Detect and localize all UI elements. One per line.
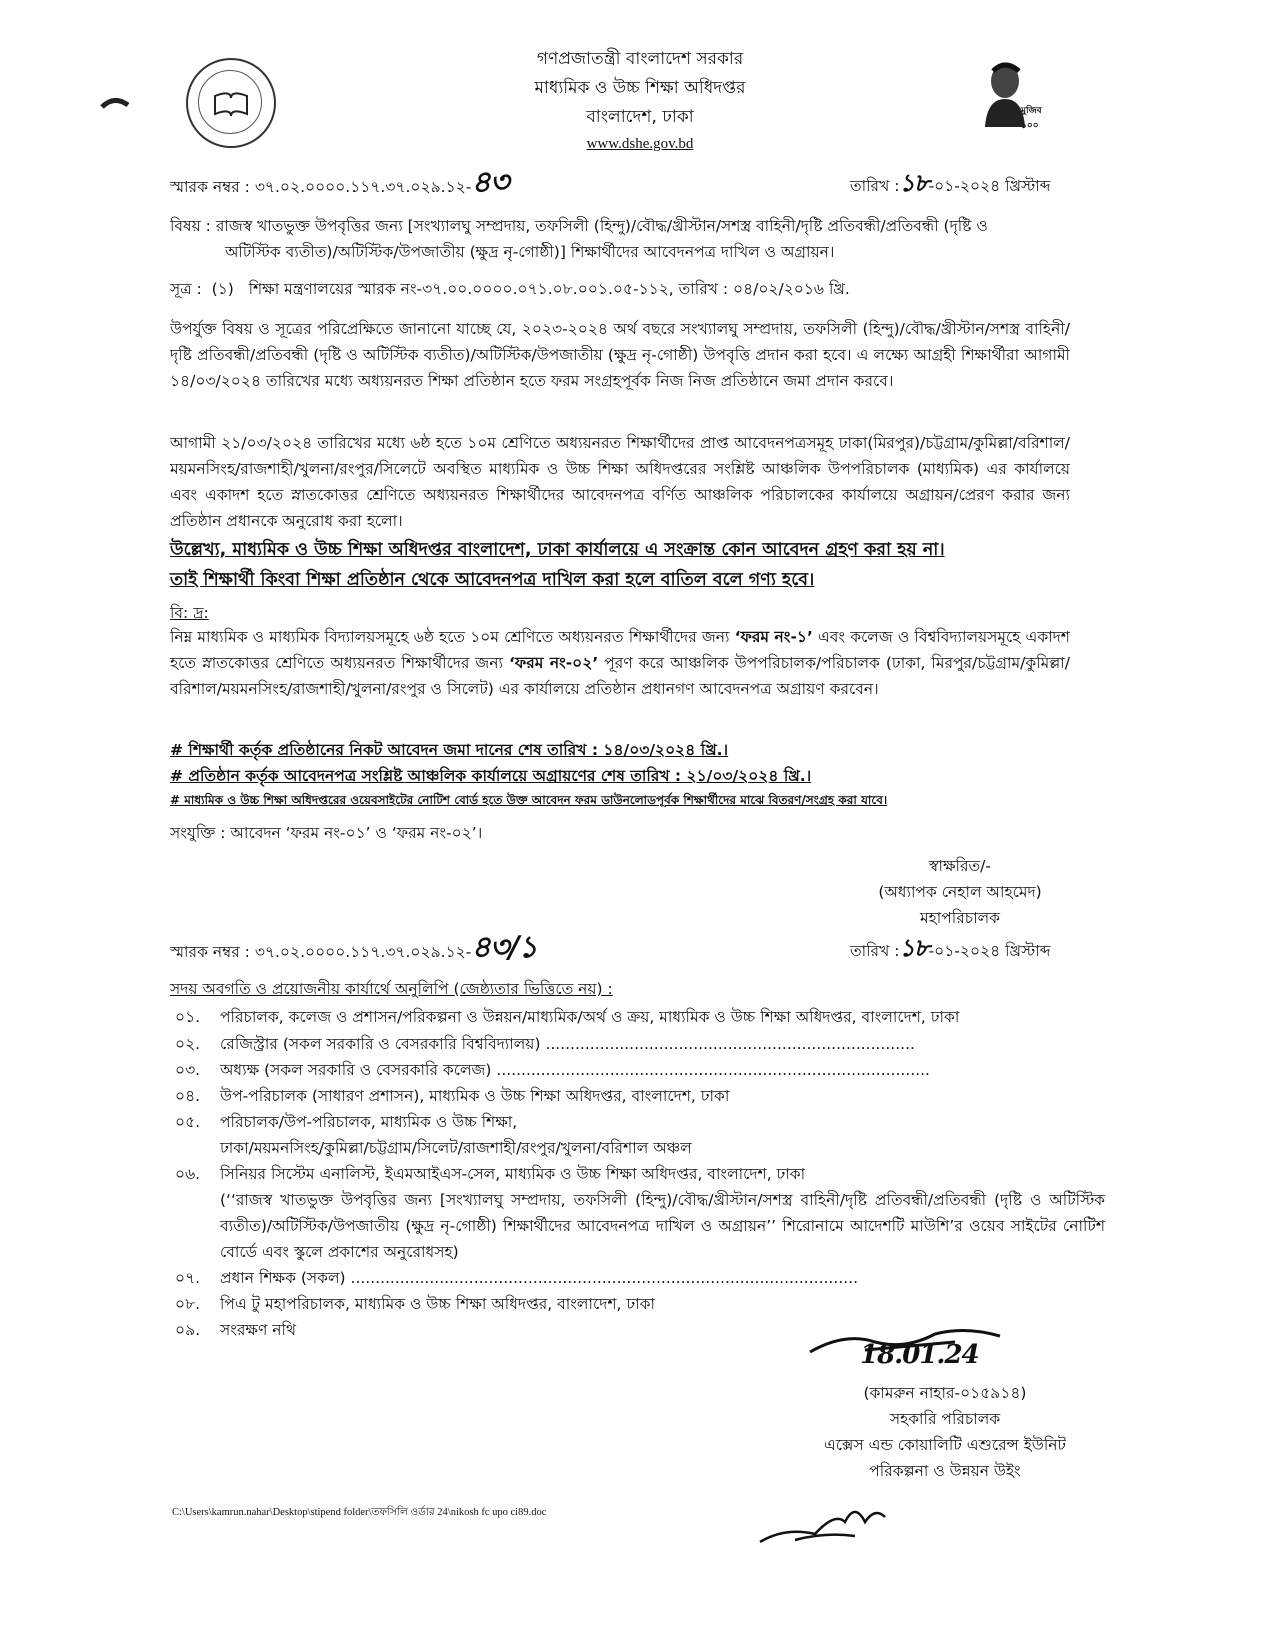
subject [170,213,1070,265]
memo-number [170,165,509,200]
memo-handwritten-number: ৪৩ [471,165,509,200]
list-item-number: ০৮. [175,1295,201,1313]
list-item-number: ০৫. [175,1113,201,1131]
list-item-number: ০৭. [175,1269,201,1287]
header-directorate: মাধ্যমিক ও উচ্চ শিক্ষা অধিদপ্তর [534,78,746,98]
header-website-link[interactable]: www.dshe.gov.bd [586,136,694,152]
reference-label: সূত্র : [170,280,202,298]
signed-text: স্বাক্ষরিত/- [929,857,991,875]
notice-line2: তাই শিক্ষার্থী কিংবা শিক্ষা প্রতিষ্ঠান থেকে আবেদনপত্র দাখিল করা হলে বাতিল বলে গণ্য হবে। [170,570,815,590]
nb-form2: ‘ফরম নং-০২’ [509,654,599,672]
reference-text: শিক্ষা মন্ত্রণালয়ের স্মারক নং-৩৭.০০.০০০০.০৭১.০৮.০০১.০৫-১১২, তারিখ : ০৪/০২/২০১৬ খ্রি. [248,280,850,298]
list-item-text: সংরক্ষণ নথি [220,1321,297,1339]
list-item-text: অধ্যক্ষ (সকল সরকারি ও বেসরকারি কলেজ) ........................................................................................ [220,1061,930,1079]
nb-paragraph [170,624,1070,702]
header-location: বাংলাদেশ, ঢাকা [586,107,694,127]
memo2-handwritten-number: ৪৩/১ [471,930,537,965]
list-item-number: ০৩. [175,1061,201,1079]
memo2-date-handwritten: ১৮ [899,933,929,962]
memo-date-rest: -০১-২০২৪ খ্রিস্টাব্দ [928,177,1051,195]
memo-number-label: স্মারক নম্বর : ৩৭.০২.০০০০.১১৭.৩৭.০২৯.১২- [170,178,472,196]
list-item-text: সিনিয়র সিস্টেম এনালিস্ট, ইএমআইএস-সেল, মাধ্যমিক ও উচ্চ শিক্ষা অধিদপ্তর, বাংলাদেশ, ঢাকা [220,1165,806,1183]
list-item-text: পরিচালক, কলেজ ও প্রশাসন/পরিকল্পনা ও উন্নয়ন/মাধ্যমিক/অর্থ ও ক্রয়, মাধ্যমিক ও উচ্চ শিক্ষা অধিদপ্তর, বাংলাদেশ, ঢাকা [220,1008,960,1026]
list-item [175,1291,1105,1317]
reference [170,276,1070,302]
paragraph-announcement: উপর্যুক্ত বিষয় ও সূত্রের পরিপ্রেক্ষিতে জানানো যাচ্ছে যে, ২০২৩-২০২৪ অর্থ বছরে সংখ্যালঘু সম্প্রদায়, তফসিলী (হিন্দু)/বৌদ্ধ/খ্রীস্টান/সশস্ত্র বাহিনী/দৃষ্টি প্রতিবন্ধী/প্রতিবন্ধী (দৃষ্টি ও অটিস্টিক ব্যতীত)/অটিস্টিক/উপজাতীয় (ক্ষুদ্র নৃ-গোষ্ঠী) উপবৃত্তি প্রদান করা হবে। এ লক্ষ্যে আগ্রহী শিক্ষার্থীরা আগামী ১৪/০৩/২০২৪ তারিখের মধ্যে অধ্যয়নরত শিক্ষা প্রতিষ্ঠান হতে ফরম সংগ্রহপূর্বক নিজ নিজ প্রতিষ্ঠানে জমা প্রদান করবে। [170,320,1070,390]
list-item [175,1031,1105,1057]
mujib-text: মুজিব ১০০ [1021,106,1042,131]
mujib-100-logo [975,55,1055,131]
reference-number: (১) [211,280,234,298]
list-item-text: পরিচালক/উপ-পরিচালক, মাধ্যমিক ও উচ্চ শিক্ষা, [220,1113,518,1131]
signature-block-ad [780,1380,1110,1484]
memo2-date-label: তারিখ : [850,942,900,960]
notice-line1: উল্লেখ্য, মাধ্যমিক ও উচ্চ শিক্ষা অধিদপ্তর বাংলাদেশ, ঢাকা কার্যালয়ে এ সংক্রান্ত কোন আবেদন গ্রহণ করা হয় না। [170,540,945,560]
subject-line2: অটিস্টিক ব্যতীত)/অটিস্টিক/উপজাতীয় (ক্ষুদ্র নৃ-গোষ্ঠী)] শিক্ষার্থীদের আবেদনপত্র দাখিল ও অগ্রায়ন। [225,243,835,261]
memo-date-label: তারিখ : [850,177,900,195]
ad-unit: এক্সেস এন্ড কোয়ালিটি এশুরেন্স ইউনিট [824,1436,1066,1454]
nb-form1: ‘ফরম নং-১’ [734,628,813,646]
dg-designation: মহাপরিচালক [920,909,1000,927]
ad-designation: সহকারি পরিচালক [889,1410,1001,1428]
file-path: C:\Users\kamrun.nahar\Desktop\stipend folder\তফসিলি ওর্ডার 24\nikosh fc upo ci89.doc [172,1507,547,1518]
ad-wing: পরিকল্পনা ও উন্নয়ন উইং [869,1462,1021,1480]
download-notice: # মাধ্যমিক ও উচ্চ শিক্ষা অধিদপ্তরের ওয়েবসাইটের নোটিশ বোর্ড হতে উক্ত আবেদন ফরম ডাউনলোডপূর্বক শিক্ষার্থীদের মাঝে বিতরণ/সংগ্রহ করা যাবে। [170,793,888,807]
list-item-number: ০৬. [175,1165,201,1183]
subject-line1: রাজস্ব খাতভুক্ত উপবৃত্তির জন্য [সংখ্যালঘু সম্প্রদায়, তফসিলী (হিন্দু)/বৌদ্ধ/খ্রীস্টান/সশস্ত্র বাহিনী/দৃষ্টি প্রতিবন্ধী/প্রতিবন্ধী (দৃষ্টি ও [215,217,988,235]
nb-text-a: নিম্ন মাধ্যমিক ও মাধ্যমিক বিদ্যালয়সমূহে ৬ষ্ঠ হতে ১০ম শ্রেণিতে অধ্যয়নরত শিক্ষার্থীদের জন্য [170,628,730,646]
list-item [175,1265,1105,1291]
notice [170,535,1075,595]
nb-text-c: পূরণ করে আঞ্চলিক উপপরিচালক/পরিচালক (ঢাকা, মিরপুর/চট্টগ্রাম/কুমিল্লা/বরিশাল/ময়মনসিংহ/রাজশাহী/খুলনা/রংপুর ও সিলেট) এর কার্যালয়ে প্রতিষ্ঠান প্রধানগণ আবেদনপত্র অগ্রায়ণ করবেন। [170,654,1070,698]
memo2-number-label: স্মারক নম্বর : ৩৭.০২.০০০০.১১৭.৩৭.০২৯.১২- [170,943,472,961]
list-item-number: ০১. [175,1008,201,1026]
memo-date-2 [850,935,1070,964]
list-item-number: ০৯. [175,1321,201,1339]
copy-heading: সদয় অবগতি ও প্রয়োজনীয় কার্যার্থে অনুলিপি (জেষ্ঠ্যতার ভিত্তিতে নয়) : [170,980,613,998]
memo-number-2 [170,930,537,965]
book-icon [213,88,249,118]
subject-label: বিষয় : [170,217,211,235]
signature-block-dg [860,853,1060,931]
list-item-text: পিএ টু মহাপরিচালক, মাধ্যমিক ও উচ্চ শিক্ষা অধিদপ্তর, বাংলাদেশ, ঢাকা [220,1295,655,1313]
list-item-number: ০৪. [175,1087,201,1105]
deadline-student: # শিক্ষার্থী কর্তৃক প্রতিষ্ঠানের নিকট আবেদন জমা দানের শেষ তারিখ : ১৪/০৩/২০২৪ খ্রি.। [170,741,729,759]
ad-name: (কামরুন নাহার-০১৫৯১৪) [863,1384,1027,1402]
list-item-text: প্রধান শিক্ষক (সকল) ....................................................................................................... [220,1269,858,1287]
list-item-text-continued: ঢাকা/ময়মনসিংহ/কুমিল্লা/চট্টগ্রাম/সিলেট/রাজশাহী/রংপুর/খুলনা/বরিশাল অঞ্চল [220,1139,692,1157]
paragraph-instructions: আগামী ২১/০৩/২০২৪ তারিখের মধ্যে ৬ষ্ঠ হতে ১০ম শ্রেণিতে অধ্যয়নরত শিক্ষার্থীদের প্রাপ্ত আবেদনপত্রসমূহ ঢাকা(মিরপুর)/চট্টগ্রাম/কুমিল্লা/বরিশাল/ময়মনসিংহ/রাজশাহী/খুলনা/রংপুর/সিলেটে অবস্থিত মাধ্যমিক ও উচ্চ শিক্ষা অধিদপ্তরের সংশ্লিষ্ট আঞ্চলিক উপপরিচালক (মাধ্যমিক) এর কার্যালয়ে এবং একাদশ হতে স্নাতকোত্তর শ্রেণিতে অধ্যয়নরত শিক্ষার্থীদের আবেদনপত্র বর্ণিত আঞ্চলিক পরিচালকের কার্যালয়ে অগ্রায়ন/প্রেরণ করার জন্য প্রতিষ্ঠান প্রধানকে অনুরোধ করা হলো। [170,434,1070,530]
scan-mark-icon [100,95,130,109]
attachment: সংযুক্তি : আবেদন ‘ফরম নং-০১’ ও ‘ফরম নং-০২’। [170,824,483,842]
deadline-institution: # প্রতিষ্ঠান কর্তৃক আবেদনপত্র সংশ্লিষ্ট আঞ্চলিক কার্যালয়ে অগ্রায়ণের শেষ তারিখ : ২১/০৩/২০২৪ খ্রি.। [170,767,812,785]
memo2-date-rest: -০১-২০২৪ খ্রিস্টাব্দ [928,942,1051,960]
list-item [175,1083,1105,1109]
list-item [175,1057,1105,1083]
handwritten-date: 18.01.24 [860,1340,979,1370]
list-item [175,1161,1105,1265]
dshe-logo [186,58,276,148]
list-item-text: রেজিস্ট্রার (সকল সরকারি ও বেসরকারি বিশ্ববিদ্যালয়) ........................................................................... [220,1035,915,1053]
nb-label: বি: দ্র: [170,604,209,622]
initial-signature-icon [755,1492,895,1552]
list-item [175,1004,1105,1030]
list-item-text: উপ-পরিচালক (সাধারণ প্রশাসন), মাধ্যমিক ও উচ্চ শিক্ষা অধিদপ্তর, বাংলাদেশ, ঢাকা [220,1087,730,1105]
list-item [175,1109,1105,1161]
dg-name: (অধ্যাপক নেহাল আহমেদ) [878,883,1042,901]
memo-date-handwritten: ১৮ [899,168,929,197]
list-item-text-continued: (‘‘রাজস্ব খাতভুক্ত উপবৃত্তির জন্য [সংখ্যালঘু সম্প্রদায়, তফসিলী (হিন্দু)/বৌদ্ধ/খ্রীস্টান/সশস্ত্র বাহিনী/দৃষ্টি প্রতিবন্ধী/প্রতিবন্ধী (দৃষ্টি ও অটিস্টিক ব্যতীত)/অটিস্টিক/উপজাতীয় (ক্ষুদ্র নৃ-গোষ্ঠী) শিক্ষার্থীদের আবেদনপত্র দাখিল ও অগ্রায়ন’’ শিরোনামে আদেশটি মাউশি’র ওয়েব সাইটের নোটিশ বোর্ডে এবং স্কুলে প্রকাশের অনুরোধসহ) [220,1191,1105,1261]
header-government: গণপ্রজাতন্ত্রী বাংলাদেশ সরকার [536,49,744,69]
nb-text-b: এবং কলেজ ও বিশ্ববিদ্যালয়সমূহে একাদশ হতে স্নাতকোত্তর শ্রেণিতে অধ্যয়নরত শিক্ষার্থীদের জন্য [170,628,1070,672]
list-item-number: ০২. [175,1035,201,1053]
memo-date [850,170,1070,199]
